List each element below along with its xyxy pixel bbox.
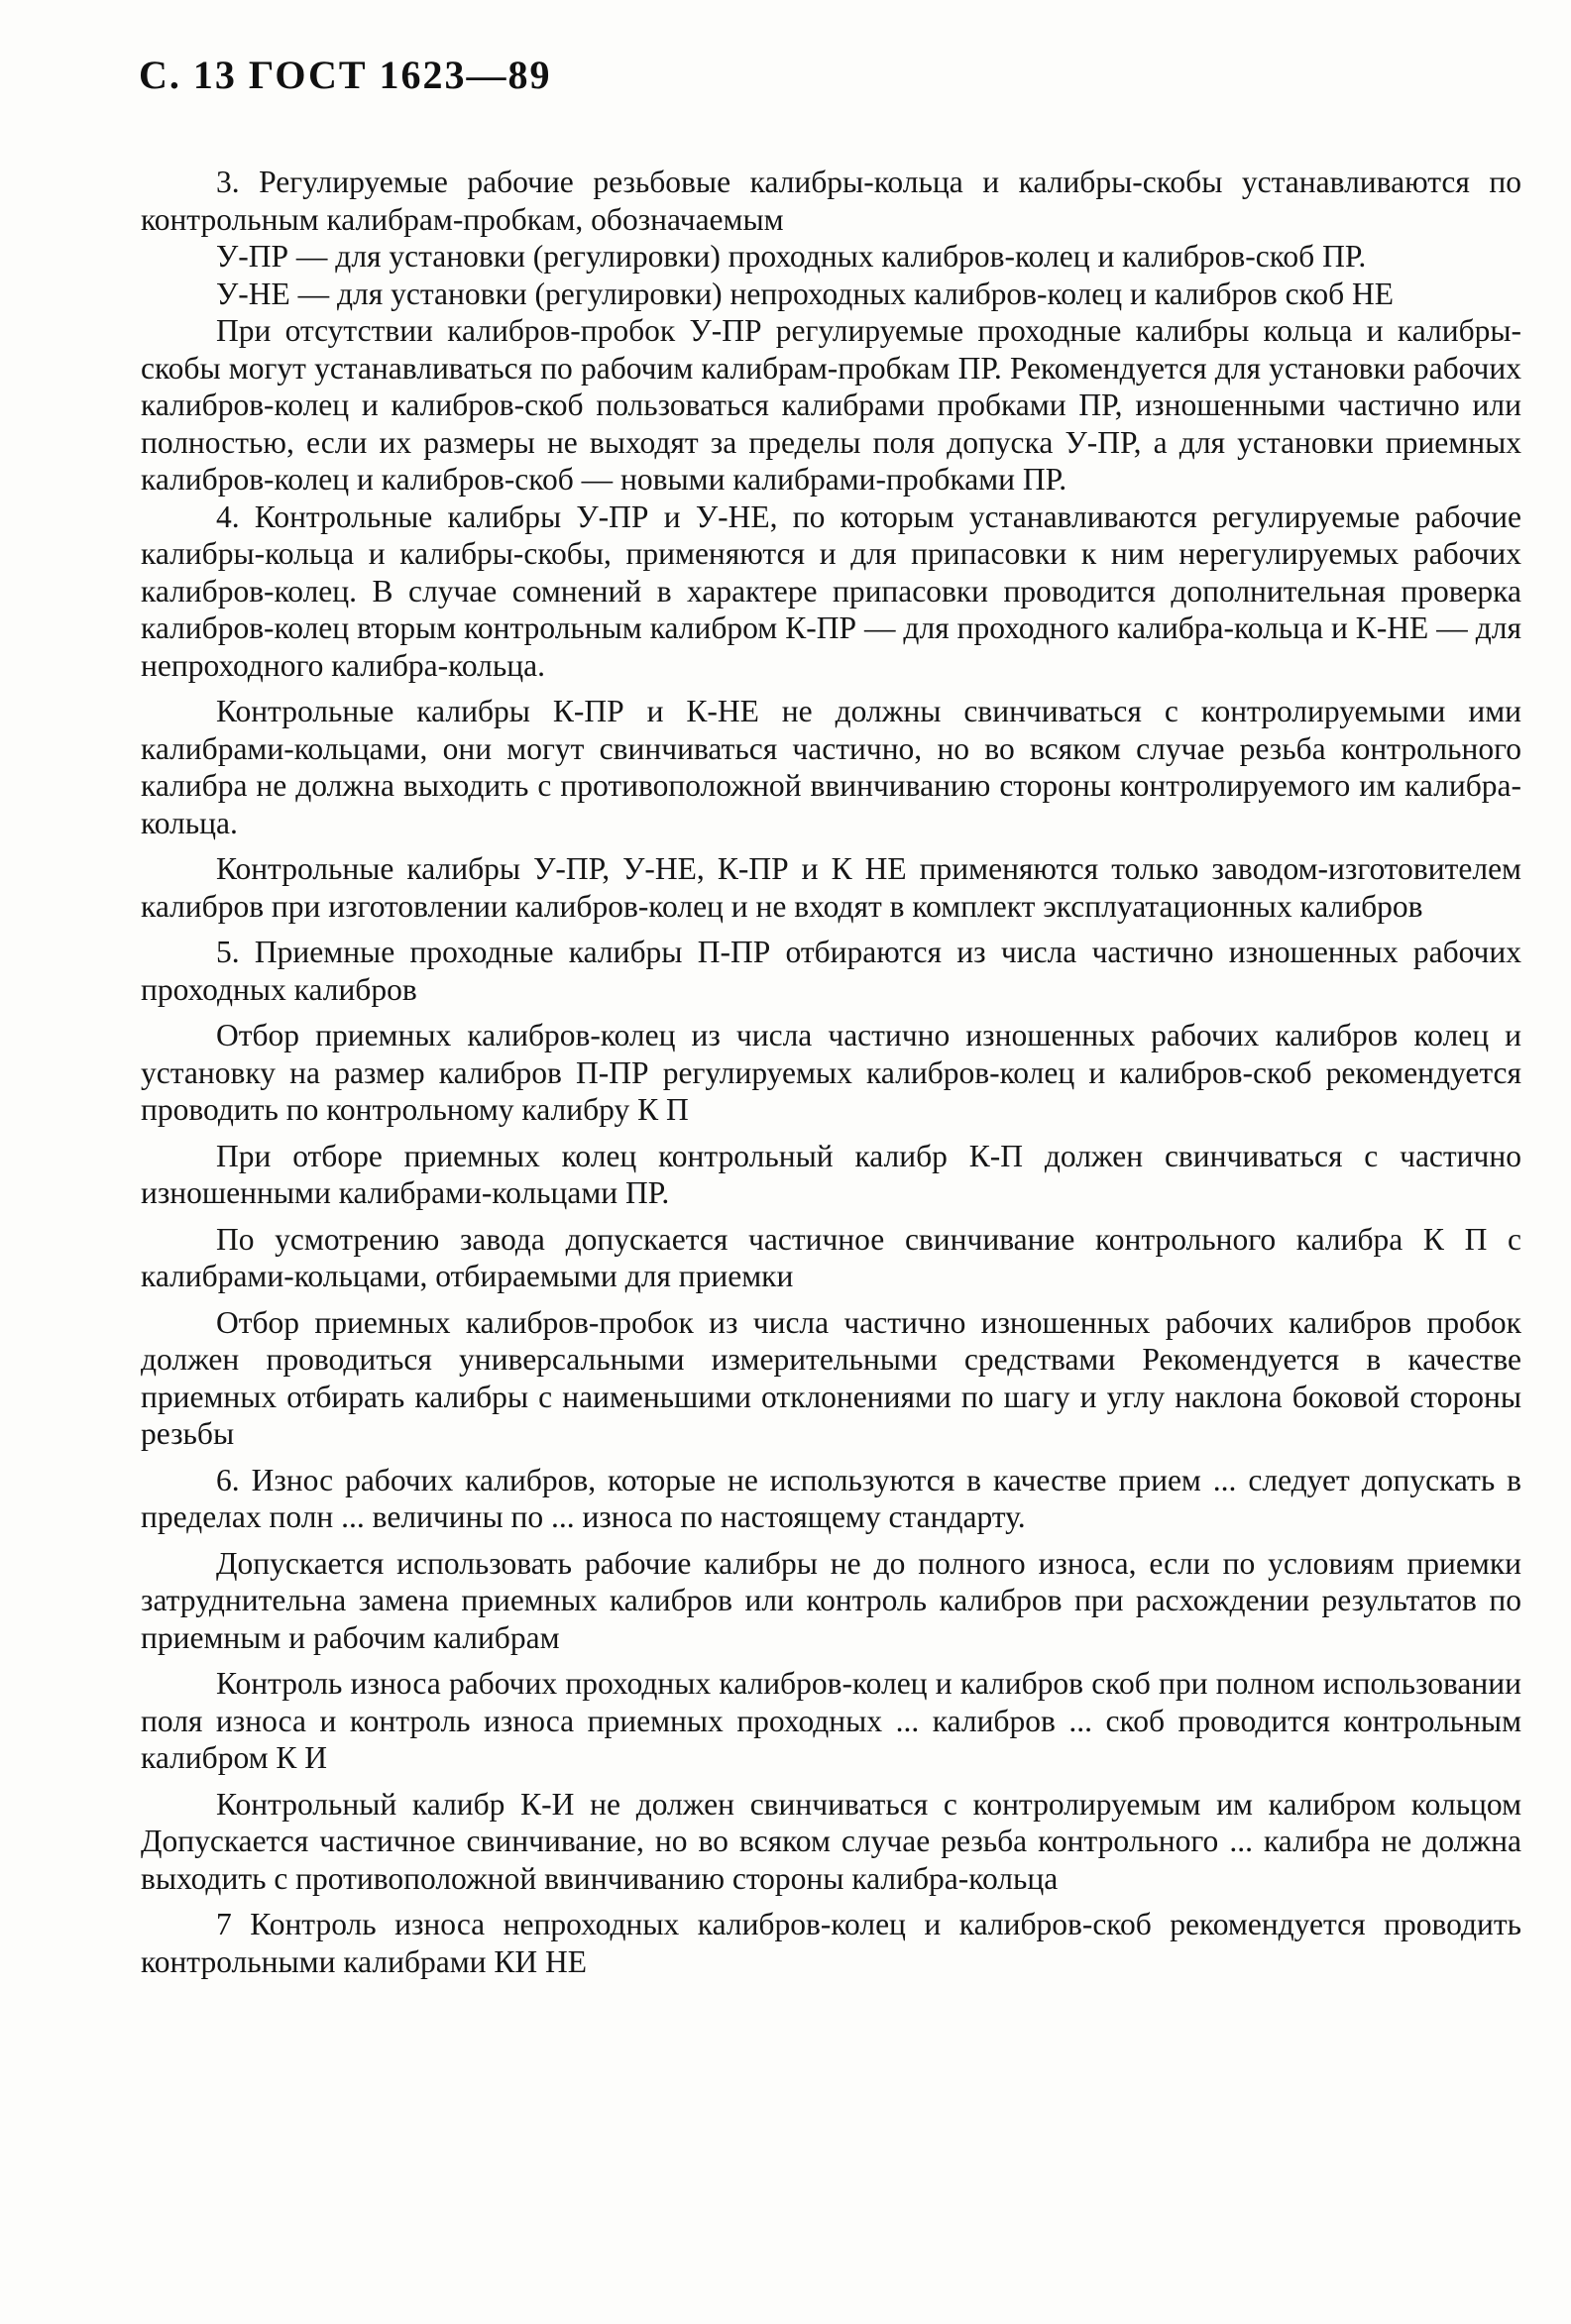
paragraph: Допускается использовать рабочие калибры не до полного износа, если по условиям приемки затруднительна замена приемных калибров или контроль калибров при расхождении результатов по приемным и рабочим калибрам <box>141 1545 1521 1655</box>
paragraph: 6. Износ рабочих калибров, которые не используются в качестве прием ... следует допускать в пределах полн ... величины по ... износа по настоящему стандарту. <box>141 1462 1521 1534</box>
paragraph: У-ПР — для установки (регулировки) проходных калибров-колец и калибров-скоб ПР. <box>216 239 1367 274</box>
paragraph: По усмотрению завода допускается частичное свинчивание контрольного калибра К П с калибрами-кольцами, отбираемыми для приемки <box>141 1221 1521 1293</box>
paragraph: Контрольный калибр К-И не должен свинчиваться с контролируемым им калибром кольцом Допускается частичное свинчивание, но во всяком случае резьба контрольного ... калибра не должна выходить с противоположной ввинчиванию стороны калибра-кольца <box>141 1786 1521 1896</box>
document-body <box>141 164 1521 1980</box>
paragraph: 4. Контрольные калибры У-ПР и У-НЕ, по которым устанавливаются регулируемые рабочие калибры-кольца и калибры-скобы, применяются и для припасовки к ним нерегулируемых рабочих калибров-колец. В случае сомнений в характере припасовки проводится дополнительная проверка калибров-колец вторым контрольным калибром К-ПР — для проходного калибра-кольца и К-НЕ — для непроходного калибра-кольца. <box>141 498 1521 683</box>
paragraph: Отбор приемных калибров-колец из числа частично изношенных рабочих калибров колец и установку на размер калибров П-ПР регулируемых калибров-колец и калибров-скоб рекомендуется проводить по контрольному калибру К П <box>141 1018 1521 1127</box>
page-header: С. 13 ГОСТ 1623—89 <box>139 53 552 97</box>
paragraph: У-НЕ — для установки (регулировки) непроходных калибров-колец и калибров скоб НЕ <box>216 276 1395 311</box>
paragraph: Контроль износа рабочих проходных калибров-колец и калибров скоб при полном использовании поля износа и контроль износа приемных проходных ... калибров ... скоб проводится контрольным калибром К И <box>141 1666 1521 1775</box>
paragraph: Контрольные калибры У-ПР, У-НЕ, К-ПР и К НЕ применяются только заводом-изготовителем калибров при изготовлении калибров-колец и не входят в комплект эксплуатационных калибров <box>141 851 1521 924</box>
paragraph: 3. Регулируемые рабочие резьбовые калибры-кольца и калибры-скобы устанавливаются по контрольным калибрам-пробкам, обозначаемым <box>141 165 1521 237</box>
paragraph: Отбор приемных калибров-пробок из числа частично изношенных рабочих калибров пробок должен проводиться универсальными измерительными средствами Рекомендуется в качестве приемных отбирать калибры с наименьшими отклонениями по шагу и углу наклона боковой стороны резьбы <box>141 1304 1521 1451</box>
paragraph: При отборе приемных колец контрольный калибр К-П должен свинчиваться с частично изношенными калибрами-кольцами ПР. <box>141 1138 1521 1210</box>
paragraph: Контрольные калибры К-ПР и К-НЕ не должны свинчиваться с контролируемыми ими калибрами-кольцами, они могут свинчиваться частично, но во всяком случае резьба контрольного калибра не должна выходить с противоположной ввинчиванию стороны контролируемого им калибра-кольца. <box>141 694 1521 840</box>
paragraph: 7 Контроль износа непроходных калибров-колец и калибров-скоб рекомендуется проводить контрольными калибрами КИ НЕ <box>141 1907 1521 1979</box>
paragraph: При отсутствии калибров-пробок У-ПР регулируемые проходные калибры кольца и калибры-скобы могут устанавливаться по рабочим калибрам-пробкам ПР. Рекомендуется для установки рабочих калибров-колец и калибров-скоб пользоваться калибрами пробками ПР, изношенными частично или полностью, если их размеры не выходят за пределы поля допуска У-ПР, а для установки приемных калибров-колец и калибров-скоб — новыми калибрами-пробками ПР. <box>141 313 1521 497</box>
paragraph: 5. Приемные проходные калибры П-ПР отбираются из числа частично изношенных рабочих проходных калибров <box>141 935 1521 1007</box>
